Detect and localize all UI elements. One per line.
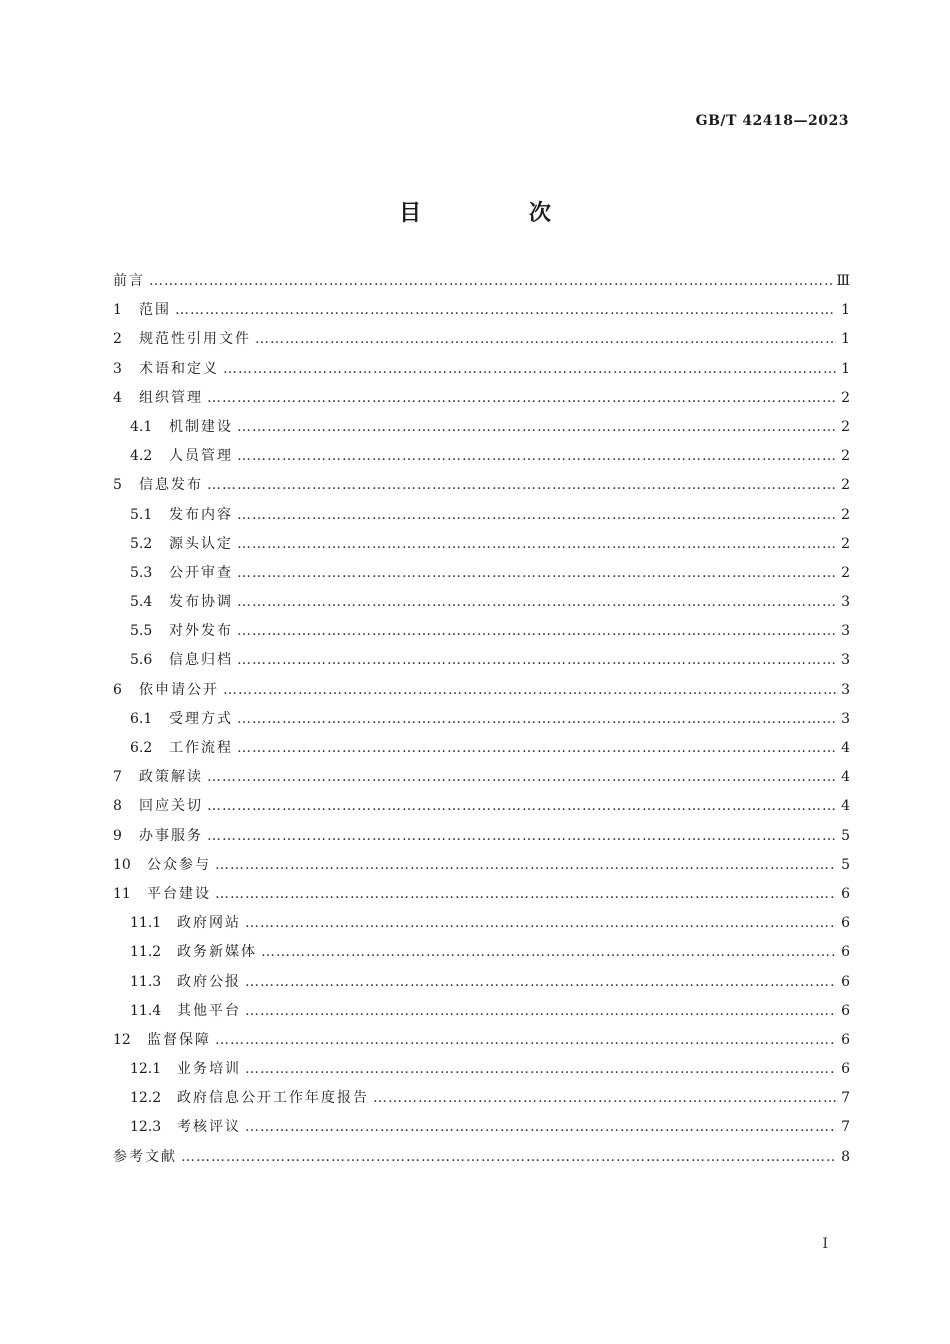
toc-entry-page: 1 (841, 302, 850, 319)
toc-entry-label: 发布内容 (169, 506, 233, 523)
toc-entry-number: 5.2 (130, 535, 153, 552)
toc-leader-dots (207, 798, 836, 814)
toc-entry-page: 3 (841, 623, 850, 640)
toc-entry-page: 6 (841, 1002, 850, 1019)
toc-entry-number: 8 (113, 798, 122, 815)
toc-leader-dots (237, 594, 836, 610)
toc-entry-label: 平台建设 (147, 885, 211, 902)
toc-entry-number: 11.1 (130, 915, 162, 932)
toc-entry[interactable] (113, 328, 850, 357)
toc-leader-dots (237, 623, 836, 639)
toc-entry-label: 发布协调 (169, 594, 233, 611)
toc-entry-page: 8 (841, 1148, 850, 1165)
toc-entry[interactable] (113, 912, 850, 941)
toc-entry-number: 5 (113, 477, 122, 494)
toc-entry-label: 工作流程 (169, 740, 233, 756)
toc-entry-label: 参考文献 (113, 1148, 177, 1165)
toc-entry-page: 2 (841, 506, 850, 523)
toc-entry-number: 5.5 (130, 623, 153, 640)
toc-entry-page: 2 (841, 477, 850, 494)
toc-entry-number: 11.2 (130, 944, 162, 961)
toc-entry-label: 组织管理 (139, 389, 203, 406)
toc-entry[interactable] (113, 1116, 850, 1145)
toc-leader-dots (237, 711, 836, 727)
toc-entry-label: 办事服务 (139, 827, 203, 844)
toc-entry-number: 7 (113, 769, 122, 786)
toc-leader-dots (223, 361, 836, 377)
toc-entry[interactable] (113, 533, 850, 562)
toc-entry-label: 规范性引用文件 (139, 331, 251, 348)
toc-entry[interactable] (113, 883, 850, 912)
toc-entry-number: 5.6 (130, 652, 153, 669)
table-of-contents (113, 270, 850, 1175)
toc-entry[interactable] (113, 1058, 850, 1087)
toc-entry-number: 11.3 (130, 973, 162, 990)
toc-entry-label: 机制建设 (169, 418, 233, 435)
toc-entry-page: 7 (841, 1090, 850, 1107)
toc-entry[interactable] (113, 1000, 850, 1029)
toc-entry-number: 6.1 (130, 710, 153, 727)
toc-entry-label: 政府公报 (177, 973, 241, 990)
toc-entry-number: 10 (113, 856, 131, 873)
toc-entry[interactable] (113, 474, 850, 503)
toc-entry-label: 公众参与 (147, 856, 211, 873)
toc-entry-label: 政策解读 (139, 769, 203, 786)
toc-entry-number: 6.2 (130, 740, 153, 756)
toc-entry[interactable] (113, 270, 850, 299)
toc-entry-label: 其他平台 (177, 1002, 241, 1019)
toc-entry-label: 回应关切 (139, 798, 203, 815)
toc-entry-label: 公开审查 (169, 564, 233, 581)
toc-entry[interactable] (113, 825, 850, 854)
toc-entry[interactable] (113, 591, 850, 620)
toc-entry-number: 5.3 (130, 564, 153, 581)
toc-entry-page: 6 (841, 944, 850, 961)
toc-entry-page: 1 (841, 331, 850, 348)
toc-entry-page: 5 (841, 856, 850, 873)
toc-entry[interactable] (113, 708, 850, 737)
toc-entry[interactable] (113, 358, 850, 387)
toc-entry-page: 4 (841, 740, 850, 756)
toc-entry-page: 6 (841, 973, 850, 990)
page-title: 目 次 (399, 200, 601, 226)
toc-leader-dots (261, 944, 836, 960)
toc-leader-dots (237, 740, 836, 756)
toc-leader-dots (245, 974, 836, 990)
toc-leader-dots (215, 886, 836, 902)
standard-code: GB/T 42418—2023 (695, 113, 849, 129)
toc-leader-dots (207, 828, 836, 844)
toc-entry[interactable] (113, 766, 850, 795)
toc-entry[interactable] (113, 562, 850, 591)
toc-entry[interactable] (113, 387, 850, 416)
toc-entry-page: 6 (841, 1061, 850, 1078)
toc-leader-dots (245, 1119, 836, 1135)
toc-entry-label: 人员管理 (169, 448, 233, 465)
toc-entry-label: 术语和定义 (139, 360, 219, 377)
toc-leader-dots (245, 1061, 836, 1077)
toc-entry-label: 政务新媒体 (177, 944, 257, 961)
toc-leader-dots (373, 1090, 836, 1106)
footer-page-number: I (822, 1236, 828, 1252)
toc-entry-number: 1 (113, 302, 122, 319)
toc-entry-page: Ⅲ (836, 273, 850, 289)
toc-entry-number: 12.2 (130, 1090, 162, 1107)
toc-entry[interactable] (113, 504, 850, 533)
toc-entry[interactable] (113, 971, 850, 1000)
toc-entry-page: 4 (841, 798, 850, 815)
toc-leader-dots (207, 477, 836, 493)
toc-entry-label: 信息发布 (139, 477, 203, 494)
toc-entry[interactable] (113, 1146, 850, 1175)
toc-entry-number: 4.1 (130, 418, 153, 435)
toc-entry[interactable] (113, 299, 850, 328)
toc-entry[interactable] (113, 795, 850, 824)
toc-entry-number: 6 (113, 681, 122, 698)
toc-entry-number: 11 (113, 885, 131, 902)
toc-entry[interactable] (113, 737, 850, 766)
toc-leader-dots (207, 390, 836, 406)
toc-entry-page: 2 (841, 389, 850, 406)
toc-entry-page: 5 (841, 827, 850, 844)
toc-leader-dots (245, 915, 836, 931)
toc-entry-number: 12 (113, 1031, 131, 1048)
toc-leader-dots (175, 302, 836, 318)
toc-entry-number: 4.2 (130, 448, 153, 465)
toc-leader-dots (237, 565, 836, 581)
toc-leader-dots (237, 536, 836, 552)
toc-leader-dots (207, 769, 836, 785)
toc-leader-dots (255, 331, 836, 347)
toc-leader-dots (149, 273, 832, 289)
toc-entry-number: 12.1 (130, 1061, 162, 1078)
toc-leader-dots (215, 857, 836, 873)
toc-entry-label: 受理方式 (169, 710, 233, 727)
toc-entry-page: 2 (841, 535, 850, 552)
toc-entry-label: 信息归档 (169, 652, 233, 669)
toc-entry-page: 3 (841, 594, 850, 611)
toc-entry-page: 2 (841, 448, 850, 465)
toc-leader-dots (237, 448, 836, 464)
toc-entry-label: 范围 (139, 302, 171, 319)
toc-entry-label: 源头认定 (169, 535, 233, 552)
toc-entry[interactable] (113, 620, 850, 649)
toc-entry-number: 2 (113, 331, 122, 348)
toc-entry[interactable] (113, 679, 850, 708)
toc-entry-label: 依申请公开 (139, 681, 219, 698)
toc-leader-dots (215, 1032, 836, 1048)
toc-leader-dots (245, 1003, 836, 1019)
toc-entry-number: 5.1 (130, 506, 153, 523)
toc-entry-label: 考核评议 (177, 1119, 241, 1136)
toc-entry-page: 6 (841, 885, 850, 902)
toc-entry-number: 5.4 (130, 594, 153, 611)
toc-leader-dots (237, 419, 836, 435)
toc-entry-page: 2 (841, 564, 850, 581)
toc-entry[interactable] (113, 1087, 850, 1116)
toc-entry-page: 1 (841, 360, 850, 377)
toc-entry[interactable] (113, 854, 850, 883)
toc-entry-page: 2 (841, 418, 850, 435)
toc-entry[interactable] (113, 416, 850, 445)
toc-leader-dots (223, 682, 836, 698)
toc-entry-label: 政府信息公开工作年度报告 (177, 1090, 369, 1107)
toc-entry-page: 4 (841, 769, 850, 786)
toc-entry[interactable] (113, 649, 850, 678)
toc-entry-page: 3 (841, 710, 850, 727)
toc-entry-label: 监督保障 (147, 1031, 211, 1048)
toc-entry-number: 3 (113, 360, 122, 377)
toc-entry-page: 7 (841, 1119, 850, 1136)
toc-leader-dots (237, 507, 836, 523)
toc-entry-label: 对外发布 (169, 623, 233, 640)
toc-entry-number: 12.3 (130, 1119, 162, 1136)
toc-entry-page: 3 (841, 652, 850, 669)
toc-entry-label: 业务培训 (177, 1061, 241, 1078)
toc-entry[interactable] (113, 941, 850, 970)
toc-entry-page: 6 (841, 915, 850, 932)
toc-entry-number: 9 (113, 827, 122, 844)
toc-entry-label: 政府网站 (177, 915, 241, 932)
toc-leader-dots (181, 1149, 836, 1165)
toc-entry[interactable] (113, 445, 850, 474)
toc-entry-page: 6 (841, 1031, 850, 1048)
toc-entry[interactable] (113, 1029, 850, 1058)
toc-entry-label: 前言 (113, 273, 145, 289)
toc-leader-dots (237, 652, 836, 668)
toc-entry-number: 11.4 (130, 1002, 162, 1019)
toc-entry-page: 3 (841, 681, 850, 698)
toc-entry-number: 4 (113, 389, 122, 406)
